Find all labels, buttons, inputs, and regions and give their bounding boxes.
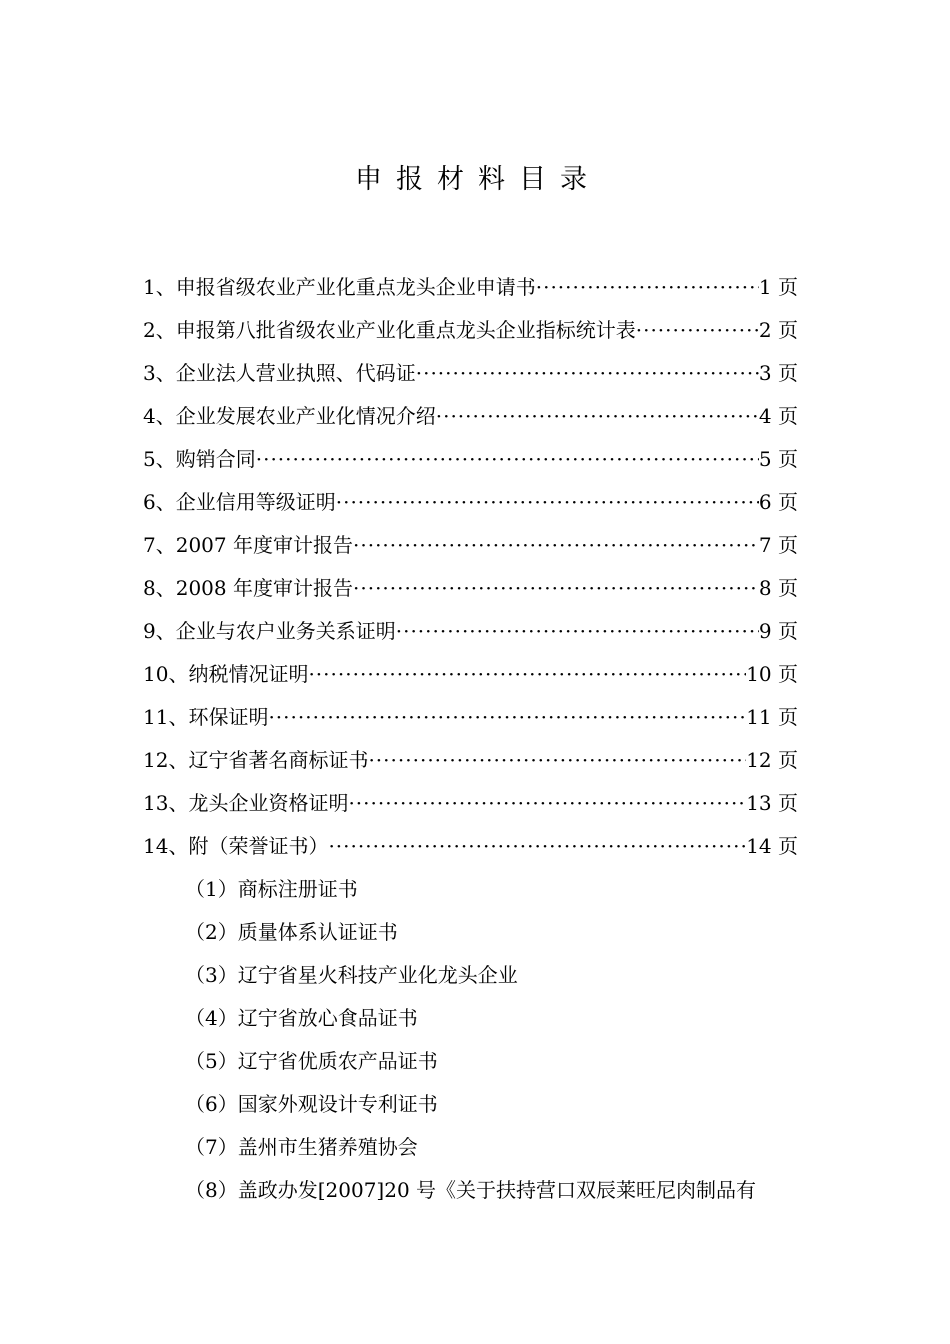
toc-entry-label: 企业信用等级证明 bbox=[175, 490, 336, 514]
toc-dot-leader bbox=[348, 788, 746, 818]
toc-entry-number: 7、 bbox=[143, 533, 176, 557]
toc-entry bbox=[143, 831, 798, 861]
toc-entry-page: 2 页 bbox=[758, 318, 798, 342]
toc-entry-number: 12、 bbox=[143, 748, 189, 772]
toc-entry-number: 1、 bbox=[143, 275, 176, 299]
toc-entry-page: 13 页 bbox=[746, 791, 798, 815]
toc-dot-leader bbox=[636, 315, 759, 345]
toc-entry-number: 5、 bbox=[143, 447, 176, 471]
toc-entry-label: 附（荣誉证书） bbox=[188, 834, 329, 858]
toc-entry-number: 14、 bbox=[143, 834, 189, 858]
page-title: 申报材料目录 bbox=[355, 164, 601, 195]
toc-entry-number: 2、 bbox=[143, 318, 176, 342]
toc-entry bbox=[143, 444, 798, 474]
toc-entry-label: 2008 年度审计报告 bbox=[175, 576, 353, 600]
toc-entry-page: 12 页 bbox=[746, 748, 798, 772]
toc-entry-page: 10 页 bbox=[746, 662, 798, 686]
sub-item: （3）辽宁省星火科技产业化龙头企业 bbox=[185, 963, 518, 987]
sub-item: （4）辽宁省放心食品证书 bbox=[185, 1006, 418, 1030]
toc-dot-leader bbox=[536, 272, 759, 302]
toc-entry bbox=[143, 401, 798, 431]
toc-entry-label: 申报省级农业产业化重点龙头企业申请书 bbox=[175, 275, 536, 299]
toc-dot-leader bbox=[436, 401, 759, 431]
toc-entry-number: 4、 bbox=[143, 404, 176, 428]
toc-entry-number: 6、 bbox=[143, 490, 176, 514]
toc-entry-label: 龙头企业资格证明 bbox=[188, 791, 349, 815]
sub-item: （7）盖州市生猪养殖协会 bbox=[185, 1135, 418, 1159]
toc-entry-label: 企业与农户业务关系证明 bbox=[175, 619, 396, 643]
toc-dot-leader bbox=[336, 487, 759, 517]
toc-dot-leader bbox=[256, 444, 759, 474]
toc-entry-page: 9 页 bbox=[758, 619, 798, 643]
toc-entry-number: 11、 bbox=[143, 705, 189, 729]
toc-entry bbox=[143, 788, 798, 818]
toc-dot-leader bbox=[268, 702, 746, 732]
toc-entry-number: 3、 bbox=[143, 361, 176, 385]
sub-item: （1）商标注册证书 bbox=[185, 877, 358, 901]
toc-entry bbox=[143, 659, 798, 689]
sub-item: （2）质量体系认证证书 bbox=[185, 920, 398, 944]
toc-entry-number: 8、 bbox=[143, 576, 176, 600]
toc-entry bbox=[143, 487, 798, 517]
toc-entry-number: 9、 bbox=[143, 619, 176, 643]
toc-entry-page: 3 页 bbox=[758, 361, 798, 385]
toc-entry-page: 8 页 bbox=[758, 576, 798, 600]
toc-entry-page: 11 页 bbox=[746, 705, 798, 729]
toc-entry bbox=[143, 745, 798, 775]
toc-entry-label: 辽宁省著名商标证书 bbox=[188, 748, 369, 772]
toc-dot-leader bbox=[396, 616, 759, 646]
toc-entry bbox=[143, 272, 798, 302]
toc-entry bbox=[143, 702, 798, 732]
toc-entry bbox=[143, 315, 798, 345]
sub-item: （5）辽宁省优质农产品证书 bbox=[185, 1049, 438, 1073]
toc-dot-leader bbox=[416, 358, 759, 388]
toc-entry-label: 2007 年度审计报告 bbox=[175, 533, 353, 557]
toc-entry-number: 13、 bbox=[143, 791, 189, 815]
toc-entry-label: 环保证明 bbox=[188, 705, 269, 729]
sub-item: （6）国家外观设计专利证书 bbox=[185, 1092, 438, 1116]
toc-entry-page: 7 页 bbox=[758, 533, 798, 557]
toc-dot-leader bbox=[353, 530, 759, 560]
toc-entry bbox=[143, 616, 798, 646]
sub-item: （8）盖政办发[2007]20 号《关于扶持营口双辰莱旺尼肉制品有 bbox=[185, 1178, 757, 1202]
toc-entry-page: 5 页 bbox=[758, 447, 798, 471]
toc-entry bbox=[143, 530, 798, 560]
toc-dot-leader bbox=[368, 745, 746, 775]
toc-dot-leader bbox=[308, 659, 746, 689]
toc-entry-page: 14 页 bbox=[746, 834, 798, 858]
toc-entry-label: 购销合同 bbox=[175, 447, 256, 471]
toc-entry-label: 企业发展农业产业化情况介绍 bbox=[175, 404, 436, 428]
toc-dot-leader bbox=[353, 573, 759, 603]
toc-entry-page: 6 页 bbox=[758, 490, 798, 514]
toc-entry-label: 企业法人营业执照、代码证 bbox=[175, 361, 416, 385]
toc-entry-page: 4 页 bbox=[758, 404, 798, 428]
toc-dot-leader bbox=[328, 831, 746, 861]
toc-entry-label: 纳税情况证明 bbox=[188, 662, 309, 686]
toc-entry bbox=[143, 573, 798, 603]
toc-entry-label: 申报第八批省级农业产业化重点龙头企业指标统计表 bbox=[175, 318, 636, 342]
toc-entry-page: 1 页 bbox=[758, 275, 798, 299]
toc-entry-number: 10、 bbox=[143, 662, 189, 686]
toc-entry bbox=[143, 358, 798, 388]
